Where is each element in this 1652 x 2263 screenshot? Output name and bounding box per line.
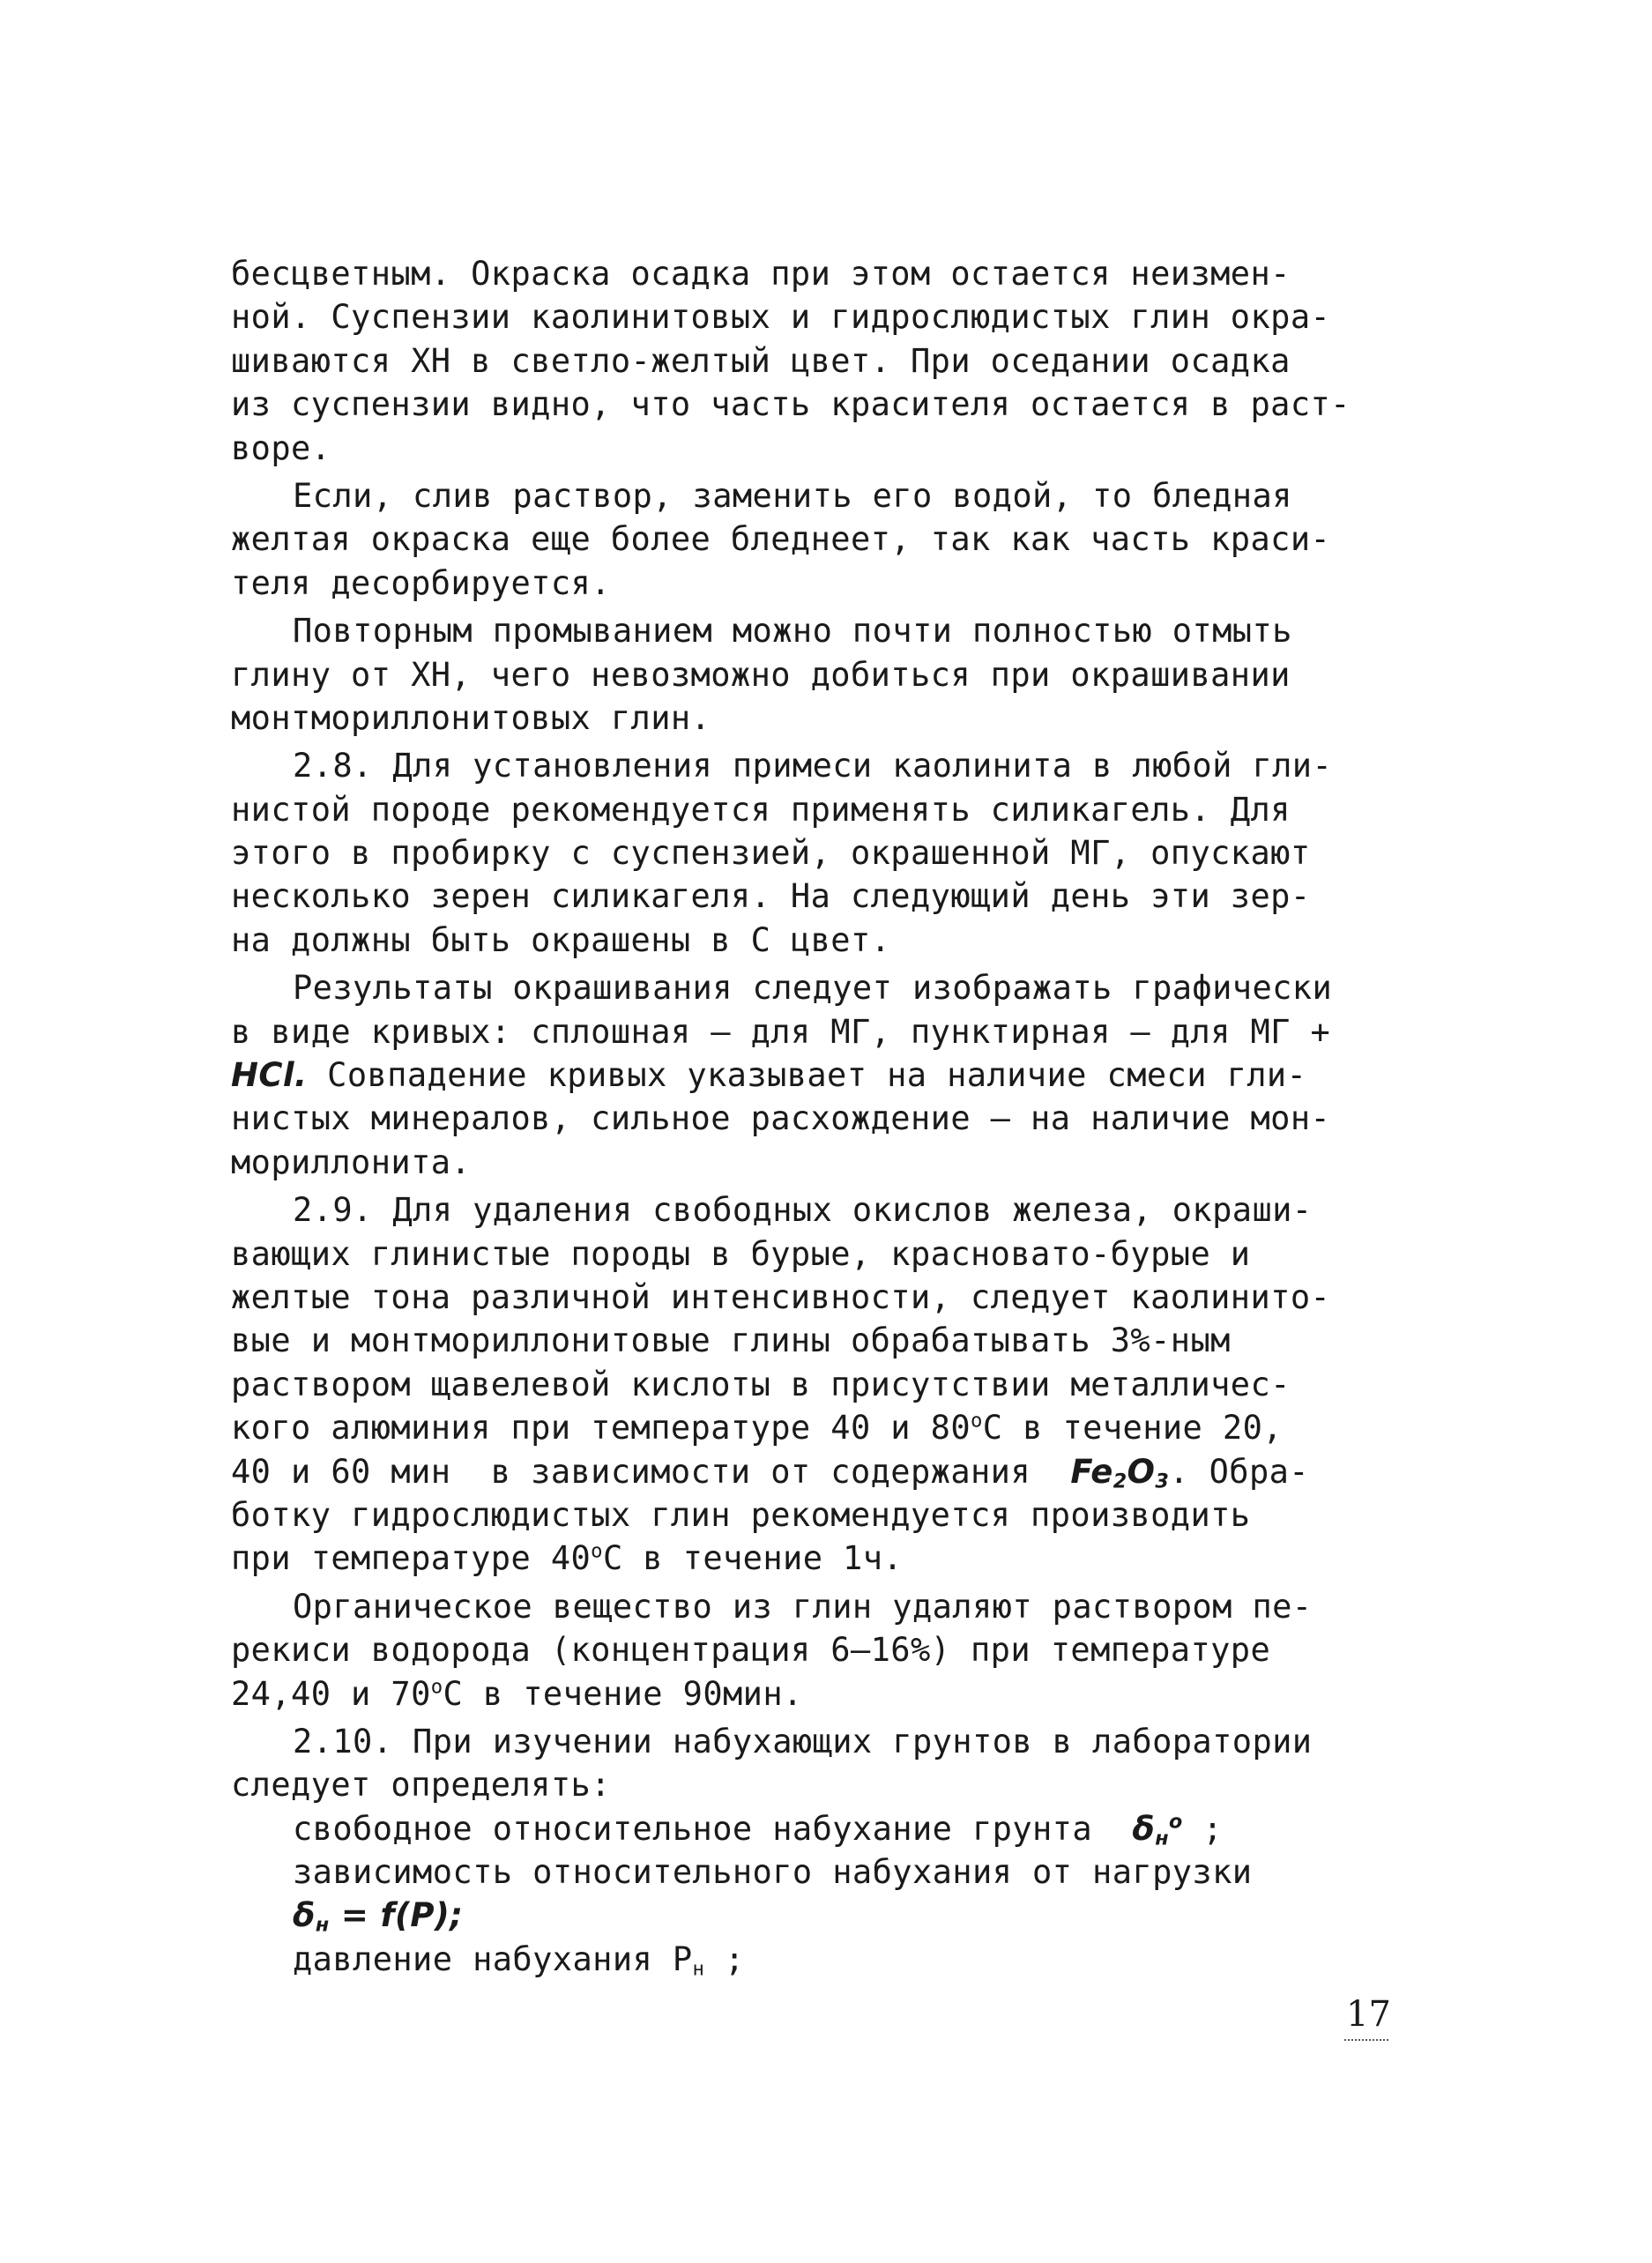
- text-run: при температуре 40: [231, 1539, 592, 1578]
- text-line: Органическое вещество из глин удаляют раствором пе-: [293, 1587, 1313, 1626]
- text-run: свободное относительное набухание грунта: [293, 1809, 1093, 1848]
- degree-sign: o: [591, 1540, 603, 1564]
- text-line: нистой породе рекомендуется применять силикагель. Для: [231, 790, 1291, 829]
- text-line: монтмориллонитовых глин.: [231, 698, 711, 737]
- paragraph: [231, 609, 1456, 740]
- text-line: ной. Суспензии каолинитовых и гидрослюдистых глин окра-: [231, 298, 1331, 337]
- paragraph: [231, 252, 1456, 470]
- text-line: вающих глинистые породы в бурые, красновато-бурые и: [231, 1234, 1251, 1273]
- text-line: следует определять:: [231, 1766, 611, 1805]
- text-line: 2.9. Для удаления свободных окислов железа, окраши-: [293, 1191, 1313, 1230]
- text-run: Совпадение кривых указывает на наличие смеси гли-: [327, 1056, 1307, 1095]
- text-line: 2.8. Для установления примеси каолинита в любой гли-: [293, 747, 1333, 785]
- swelling-symbol: $\delta_н^o$: [1132, 1809, 1183, 1850]
- text-line: бесцветным. Окраска осадка при этом остается неизмен-: [231, 255, 1291, 293]
- text-line: воре.: [231, 428, 331, 467]
- text-run: 40 и 60 мин в зависимости от содержания: [231, 1452, 1031, 1491]
- hcl-formula: HCl.: [231, 1056, 308, 1095]
- text-run: давление набухания Р: [293, 1939, 693, 1978]
- text-line: ботку гидрослюдистых глин рекомендуется производить: [231, 1495, 1251, 1534]
- section-2-8: [231, 744, 1456, 962]
- text-line: [231, 1537, 1456, 1580]
- text-line: вые и монтмориллонитовые глины обрабатывать 3%-ным: [231, 1321, 1231, 1360]
- text-line: шиваются ХН в светло-желтый цвет. При оседании осадка: [231, 341, 1291, 380]
- page-number-underline: [1344, 2039, 1388, 2041]
- degree-sign: o: [430, 1675, 443, 1699]
- degree-sign: o: [971, 1409, 983, 1433]
- paragraph: [231, 474, 1456, 605]
- text-line: желтые тона различной интенсивности, следует каолинито-: [231, 1277, 1331, 1316]
- text-line: 2.10. При изучении набухающих грунтов в лаборатории: [293, 1722, 1313, 1761]
- page-number: 17: [1346, 1994, 1391, 2035]
- text-line: Повторным промыванием можно почти полностью отмыть: [293, 612, 1292, 651]
- paragraph: [231, 1585, 1456, 1716]
- list-item: [231, 1938, 1456, 1981]
- swelling-formula: $\delta_н = f(P)$;: [293, 1896, 464, 1937]
- text-run: . Обра-: [1169, 1452, 1309, 1491]
- text-line: желтая окраска еще более бледнеет, так как часть краси-: [231, 520, 1331, 559]
- requirements-list: [231, 1807, 1456, 1982]
- text-line: теля десорбируется.: [231, 563, 611, 602]
- text-run: C в течение 20,: [982, 1409, 1283, 1448]
- text-line: этого в пробирку с суспензией, окрашенной МГ, опускают: [231, 834, 1311, 873]
- text-line: [231, 1406, 1456, 1449]
- text-line: раствором щавелевой кислоты в присутствии металличес-: [231, 1365, 1291, 1403]
- text-line: [231, 1450, 1456, 1493]
- document-page: [231, 252, 1456, 1981]
- text-line: нистых минералов, сильное расхождение – на наличие мон-: [231, 1099, 1331, 1138]
- text-line: рекиси водорода (концентрация 6–16%) при температуре: [231, 1631, 1271, 1670]
- text-run: кого алюминия при температуре 40 и 80: [231, 1409, 971, 1448]
- list-item: [231, 1807, 1456, 1850]
- list-item: [231, 1894, 1456, 1937]
- text-line: глину от ХН, чего невозможно добиться при окрашивании: [231, 655, 1291, 694]
- text-run: ;: [1202, 1809, 1223, 1848]
- subscript: н: [692, 1957, 705, 1981]
- list-item: зависимость относительного набухания от нагрузки: [293, 1853, 1253, 1892]
- text-line: на должны быть окрашены в С цвет.: [231, 920, 891, 959]
- section-2-10: [231, 1720, 1456, 1807]
- paragraph: [231, 966, 1456, 1184]
- text-run: C в течение 90мин.: [443, 1674, 803, 1713]
- section-2-9: [231, 1188, 1456, 1581]
- text-line: мориллонита.: [231, 1143, 472, 1181]
- text-run: ;: [724, 1939, 745, 1978]
- text-run: C в течение 1ч.: [602, 1539, 904, 1578]
- text-line: несколько зерен силикагеля. На следующий день эти зер-: [231, 877, 1311, 916]
- fe2o3-formula: $Fe_2O_3$: [1070, 1452, 1170, 1493]
- text-run: 24,40 и 70: [231, 1674, 431, 1713]
- text-line: из суспензии видно, что часть красителя остается в раст-: [231, 385, 1351, 424]
- text-line: Если, слив раствор, заменить его водой, то бледная: [293, 476, 1292, 515]
- text-line: в виде кривых: сплошная – для МГ, пунктирная – для МГ +: [231, 1012, 1331, 1051]
- text-line: [231, 1053, 1456, 1097]
- text-line: Результаты окрашивания следует изображать графически: [293, 969, 1333, 1008]
- text-line: [231, 1672, 1456, 1716]
